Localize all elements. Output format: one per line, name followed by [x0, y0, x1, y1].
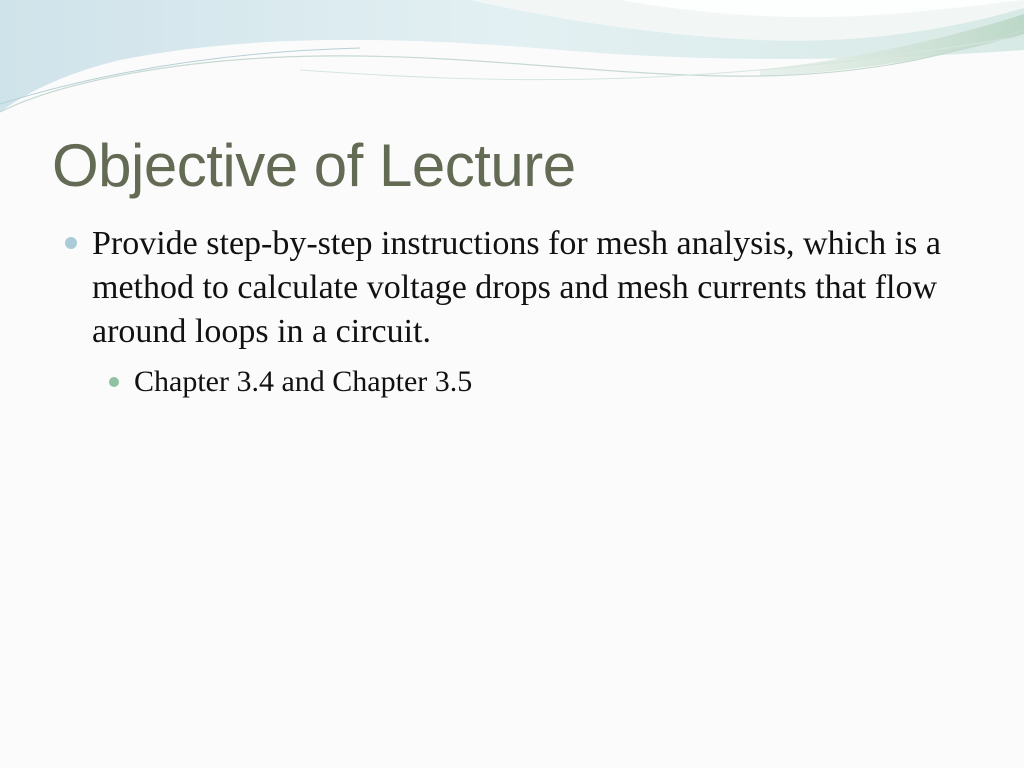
- sub-bullet-item: [92, 362, 982, 402]
- sub-bullet-list: [92, 362, 982, 402]
- bullet-text: Provide step-by-step instructions for mesh analysis, which is a method to calculate voltage drops and mesh currents that flow around loops in a circuit.: [92, 225, 941, 350]
- bullet-item: [62, 222, 982, 402]
- bullet-list: [62, 222, 982, 402]
- header-wave-decoration: [0, 0, 1024, 130]
- slide-title: Objective of Lecture: [52, 132, 576, 199]
- sub-bullet-dot-icon: [109, 377, 119, 387]
- sub-bullet-text: Chapter 3.4 and Chapter 3.5: [134, 365, 473, 398]
- bullet-dot-icon: [65, 237, 77, 249]
